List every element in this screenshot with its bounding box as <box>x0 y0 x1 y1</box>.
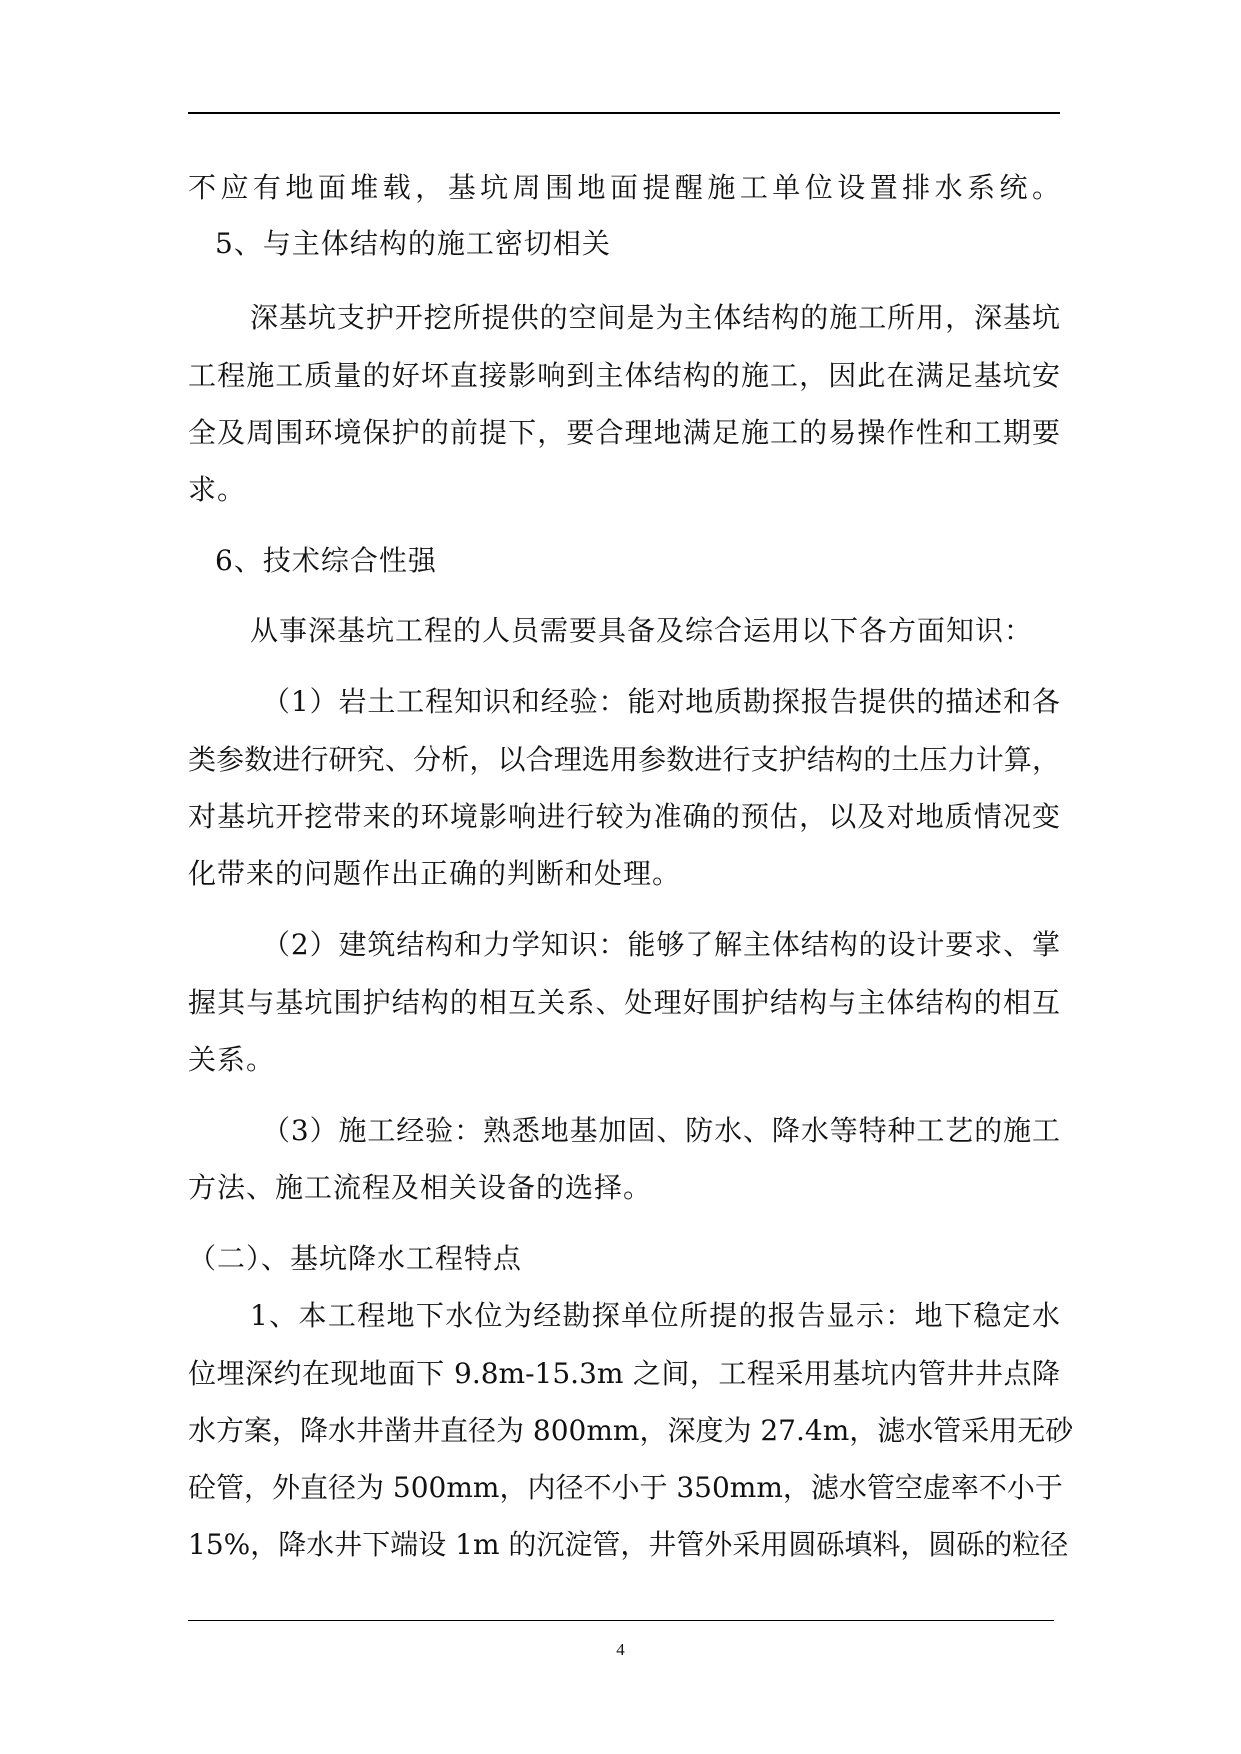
paragraph-line: 从事深基坑工程的人员需要具备及综合运用以下各方面知识： <box>250 614 1034 647</box>
paragraph-line: 对基坑开挖带来的环境影响进行较为准确的预估，以及对地质情况变 <box>188 800 1060 833</box>
paragraph-line: 不应有地面堆载，基坑周围地面提醒施工单位设置排水系统。 <box>188 171 1060 204</box>
paragraph-line: 全及周围环境保护的前提下，要合理地满足施工的易操作性和工期要 <box>188 416 1060 449</box>
paragraph-line: 水方案，降水井凿井直径为 800mm，深度为 27.4m，滤水管采用无砂 <box>188 1414 1074 1447</box>
paragraph-line: 15%，降水井下端设 1m 的沉淀管，井管外采用圆砾填料，圆砾的粒径 <box>188 1528 1069 1561</box>
footer-rule <box>188 1620 1054 1621</box>
paragraph-line: 位埋深约在现地面下 9.8m-15.3m 之间，工程采用基坑内管井井点降 <box>188 1357 1060 1390</box>
page-number: 4 <box>616 1640 625 1659</box>
list-item-line: （2）建筑结构和力学知识：能够了解主体结构的设计要求、掌 <box>262 928 1060 961</box>
paragraph-line: 砼管，外直径为 500mm，内径不小于 350mm，滤水管空虚率不小于 <box>188 1471 1063 1504</box>
paragraph-line: 类参数进行研究、分析，以合理选用参数进行支护结构的土压力计算， <box>188 743 1060 776</box>
list-item-line: （3）施工经验：熟悉地基加固、防水、降水等特种工艺的施工 <box>262 1114 1060 1147</box>
header-rule <box>188 112 1060 114</box>
section-heading-6: 6、技术综合性强 <box>215 544 437 577</box>
paragraph-line: 深基坑支护开挖所提供的空间是为主体结构的施工所用，深基坑 <box>250 301 1060 334</box>
section-heading-5: 5、与主体结构的施工密切相关 <box>215 227 611 260</box>
paragraph-line: 化带来的问题作出正确的判断和处理。 <box>188 857 682 890</box>
paragraph-line: 工程施工质量的好坏直接影响到主体结构的施工，因此在满足基坑安 <box>188 359 1060 392</box>
subsection-heading: （二）、基坑降水工程特点 <box>188 1242 523 1275</box>
paragraph-line: 关系。 <box>188 1043 276 1076</box>
paragraph-line: 1、本工程地下水位为经勘探单位所提的报告显示：地下稳定水 <box>250 1299 1060 1332</box>
paragraph-line: 方法、施工流程及相关设备的选择。 <box>188 1171 653 1204</box>
list-item-line: （1）岩土工程知识和经验：能对地质勘探报告提供的描述和各 <box>262 685 1060 718</box>
paragraph-line: 握其与基坑围护结构的相互关系、处理好围护结构与主体结构的相互 <box>188 986 1060 1019</box>
paragraph-line: 求。 <box>188 473 247 506</box>
